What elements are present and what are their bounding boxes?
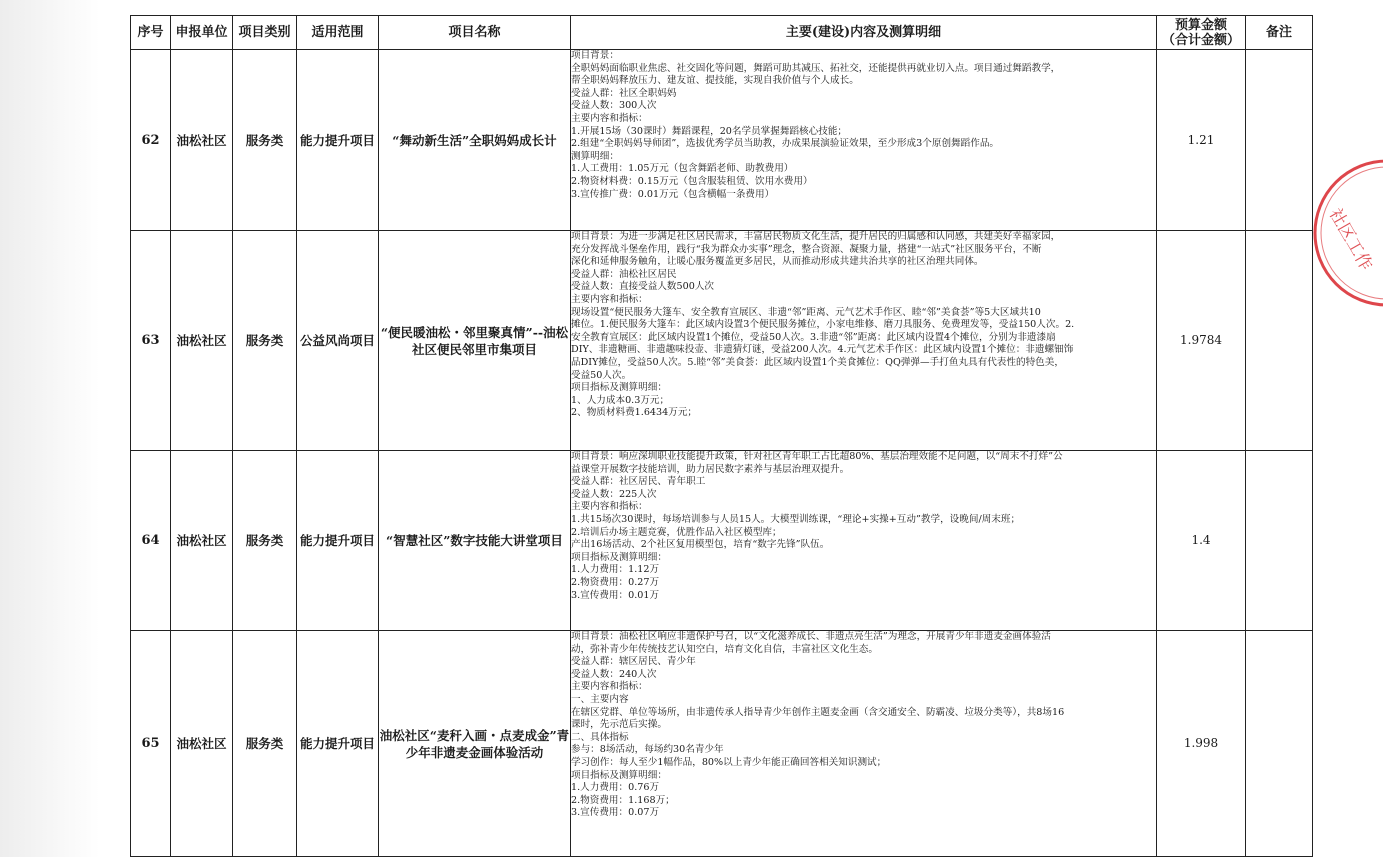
detail-line: 项目背景：为进一步满足社区居民需求，丰富居民物质文化生活，提升居民的归属感和认同感，共建美好幸福家园， (571, 231, 1061, 242)
row-remark (1246, 631, 1313, 857)
row-detail (571, 50, 1157, 231)
row-seq: 64 (131, 451, 171, 631)
header-remark: 备注 (1246, 16, 1313, 50)
row-budget: 1.4 (1157, 451, 1246, 631)
header-seq: 序号 (131, 16, 171, 50)
header-budget-line1: 预算金额 (1174, 17, 1227, 33)
row-project-name: “便民暖油松・邻里聚真情”--油松社区便民邻里市集项目 (379, 231, 571, 451)
header-budget (1157, 16, 1246, 50)
detail-line: 项目背景： (571, 50, 619, 61)
detail-line: 项目指标及测算明细： (571, 769, 667, 781)
detail-line: 受益人数：直接受益人数500人次 (571, 281, 715, 293)
row-category: 服务类 (233, 631, 297, 857)
row-project-name: “智慧社区”数字技能大讲堂项目 (379, 451, 571, 631)
row-seq: 63 (131, 231, 171, 451)
row-category: 服务类 (233, 50, 297, 231)
detail-line: 1.人力费用：0.76万 (571, 782, 660, 794)
detail-line: 全职妈妈面临职业焦虑、社交固化等问题，舞蹈可助其减压、拓社交，还能提供再就业切入点。项目通过舞蹈教学， (571, 62, 1061, 74)
detail-line: 受益人群：油松社区居民 (571, 268, 677, 280)
row-unit: 油松社区 (171, 50, 233, 231)
row-detail (571, 451, 1157, 631)
detail-line: 项目背景：响应深圳职业技能提升政策，针对社区青年职工占比超80%、基层治理效能不足问题，以“周末不打烊”公 (571, 451, 1063, 462)
detail-line: 受益人数：225人次 (571, 488, 657, 500)
row-project-name: 油松社区“麦秆入画・点麦成金”青少年非遗麦金画体验活动 (379, 631, 571, 857)
detail-line: 1.人力费用：1.12万 (571, 564, 660, 576)
row-detail (571, 631, 1157, 857)
detail-line: 动，弥补青少年传统技艺认知空白，培育文化自信，丰富社区文化生态。 (571, 643, 878, 655)
header-content: 主要(建设)内容及测算明细 (571, 16, 1157, 50)
detail-line: 3.宣传费用：0.07万 (571, 807, 660, 819)
detail-line: 现场设置“便民服务大篷车、安全教育宣展区、非遗“邻”距离、元气艺术手作区、睦“邻”美食荟”等5大区域共10 (571, 306, 1041, 318)
detail-line: 主要内容和指标： (571, 501, 648, 513)
detail-line: 深化和延伸服务触角，让暖心服务覆盖更多居民，从而推动形成共建共治共享的社区治理共同体。 (571, 256, 984, 268)
detail-line: 项目背景：油松社区响应非遗保护号召，以“文化滋养成长、非遗点亮生活”为理念，开展青少年非遗麦金画体验活 (571, 631, 1051, 642)
header-scope: 适用范围 (297, 16, 379, 50)
row-unit: 油松社区 (171, 631, 233, 857)
detail-line: 2.物资费用：0.27万 (571, 576, 660, 588)
detail-line: 1.开展15场（30课时）舞蹈课程，20名学员掌握舞蹈核心技能； (571, 125, 848, 137)
detail-line: 一、主要内容 (571, 693, 629, 705)
scan-edge-shadow (0, 0, 100, 857)
header-category: 项目类别 (233, 16, 297, 50)
header-unit: 申报单位 (171, 16, 233, 50)
row-seq: 65 (131, 631, 171, 857)
detail-line: 2、物质材料费1.6434万元； (571, 407, 698, 419)
detail-line: 1、人力成本0.3万元； (571, 394, 670, 406)
detail-line: 受益人群：辖区居民、青少年 (571, 656, 696, 668)
detail-line: 受益人群：社区居民、青年职工 (571, 476, 706, 488)
official-seal (1312, 158, 1383, 308)
detail-line: 参与：8场活动，每场约30名青少年 (571, 744, 724, 756)
detail-line: 主要内容和指标： (571, 681, 648, 693)
detail-line: 帮全职妈妈释放压力、建友谊、提技能，实现自我价值与个人成长。 (571, 75, 859, 87)
detail-line: 2.物资费用：1.168万； (571, 794, 675, 806)
detail-line: 测算明细： (571, 150, 619, 162)
detail-line: 品DIY摊位，受益50人次。5.睦“邻”美食荟：此区域内设置1个美食摊位：QQ弹弹—手打鱼丸具有代表性的特色美， (571, 356, 1064, 368)
header-row (131, 16, 1313, 50)
detail-line: 二、具体指标 (571, 731, 629, 743)
row-project-name: “舞动新生活”全职妈妈成长计 (379, 50, 571, 231)
detail-line: 主要内容和指标： (571, 112, 648, 124)
row-budget: 1.9784 (1157, 231, 1246, 451)
detail-line: 受益人群：社区全职妈妈 (571, 87, 677, 99)
row-scope: 能力提升项目 (297, 631, 379, 857)
detail-line: 2.物资材料费：0.15万元（包含服装租赁、饮用水费用） (571, 175, 813, 187)
header-budget-line2: （合计金额） (1161, 32, 1240, 48)
row-category: 服务类 (233, 451, 297, 631)
detail-line: 主要内容和指标： (571, 293, 648, 305)
table-row (131, 631, 1313, 857)
detail-line: 学习创作：每人至少1幅作品，80%以上青少年能正确回答相关知识测试； (571, 756, 887, 768)
detail-line: 安全教育宣展区：此区域内设置1个摊位，受益50人次。3.非遗“邻”距离：此区域内设置4个摊位，分别为非遗漆扇 (571, 331, 1056, 343)
detail-line: 产出16场活动、2个社区复用模型包，培育“数字先锋”队伍。 (571, 539, 830, 551)
detail-line: 受益人数：300人次 (571, 100, 657, 112)
detail-line: 3.宣传费用：0.01万 (571, 589, 660, 601)
row-seq: 62 (131, 50, 171, 231)
detail-line: 2.组建“全职妈妈导师团”，选拔优秀学员当助教，办成果展演验证效果，至少形成3个原创舞蹈作品。 (571, 138, 1000, 150)
detail-line: 课时，先示范后实操。 (571, 719, 667, 731)
detail-line: 充分发挥战斗堡垒作用，践行“我为群众办实事”理念，整合资源、凝聚力量，搭建“一站式”社区服务平台，不断 (571, 243, 1042, 255)
row-scope: 公益风尚项目 (297, 231, 379, 451)
row-unit: 油松社区 (171, 231, 233, 451)
detail-line: 受益50人次。 (571, 369, 632, 381)
row-budget: 1.998 (1157, 631, 1246, 857)
detail-line: 项目指标及测算明细： (571, 382, 667, 394)
table-row (131, 451, 1313, 631)
row-budget: 1.21 (1157, 50, 1246, 231)
detail-line: DIY、非遗糖画、非遗趣味投壶、非遗猜灯谜，受益200人次。4.元气艺术手作区：此区域内设置1个摊位：非遗螺钿饰 (571, 344, 1074, 356)
row-detail (571, 231, 1157, 451)
detail-line: 在辖区党群、单位等场所，由非遗传承人指导青少年创作主题麦金画（含交通安全、防霸凌、垃圾分类等），共8场16 (571, 706, 1065, 718)
table-row (131, 231, 1313, 451)
detail-line: 1.人工费用：1.05万元（包含舞蹈老师、助教费用） (571, 163, 794, 175)
seal-text: 社区工作 (1324, 205, 1376, 275)
row-unit: 油松社区 (171, 451, 233, 631)
detail-line: 摊位。1.便民服务大篷车：此区域内设置3个便民服务摊位，小家电维修、磨刀具服务、免费理发等，受益150人次。2. (571, 319, 1075, 331)
detail-line: 3.宣传推广费：0.01万元（包含横幅一条费用） (571, 188, 775, 200)
header-name: 项目名称 (379, 16, 571, 50)
detail-line: 益课堂开展数字技能培训，助力居民数字素养与基层治理双提升。 (571, 463, 850, 475)
table-row (131, 50, 1313, 231)
detail-line: 项目指标及测算明细： (571, 551, 667, 563)
row-remark (1246, 451, 1313, 631)
row-category: 服务类 (233, 231, 297, 451)
row-scope: 能力提升项目 (297, 50, 379, 231)
row-scope: 能力提升项目 (297, 451, 379, 631)
detail-line: 2.培训后办场主题竞赛，优胜作品入社区模型库； (571, 526, 782, 538)
row-remark (1246, 231, 1313, 451)
row-remark (1246, 50, 1313, 231)
detail-line: 受益人数：240人次 (571, 668, 657, 680)
project-budget-table (130, 15, 1313, 857)
detail-line: 1.共15场次30课时，每场培训参与人员15人。大模型训练课，“理论+实操+互动”教学，设晚间/周末班； (571, 513, 1021, 525)
